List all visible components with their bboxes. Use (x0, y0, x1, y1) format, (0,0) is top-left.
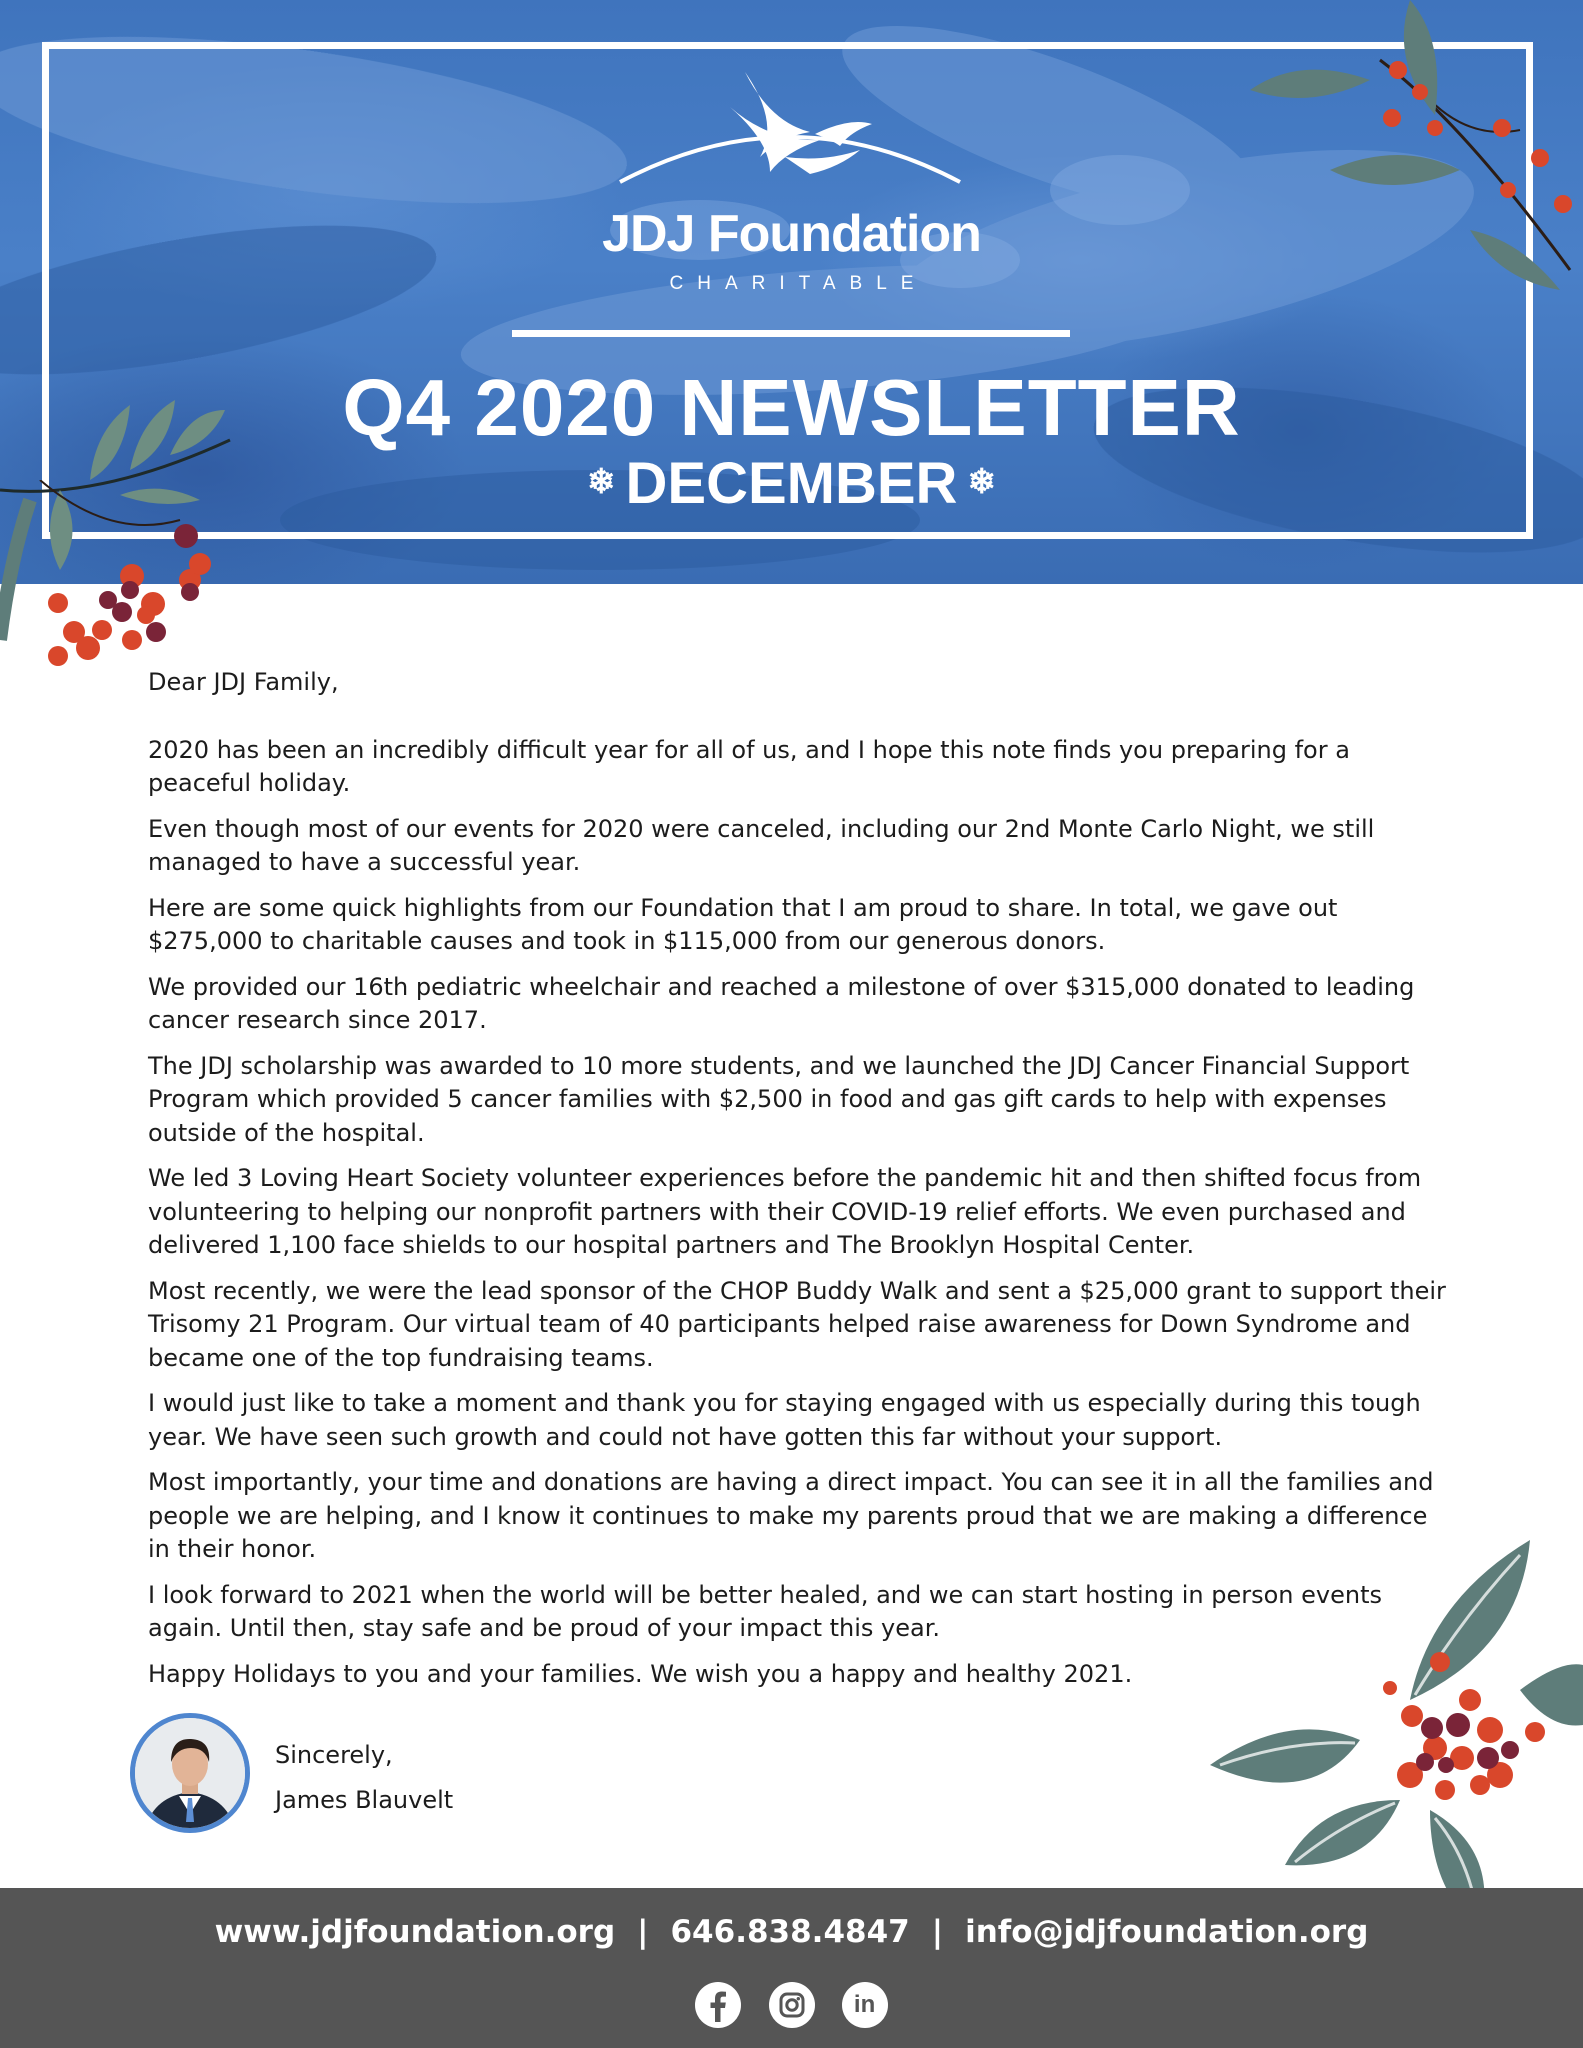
avatar (130, 1713, 250, 1833)
portrait-icon (135, 1718, 245, 1828)
letter-paragraph: Happy Holidays to you and your families. We wish you a happy and healthy 2021. (148, 1659, 1133, 1688)
phone-number[interactable]: 646.838.4847 (670, 1914, 910, 1950)
letter-paragraph: Most recently, we were the lead sponsor of the CHOP Buddy Walk and sent a $25,000 grant to support their Trisomy 21 Program. Our virtual team of 40 participants helped raise awareness for Down Syndrome and became one of the top fundraising teams. (148, 1276, 1446, 1372)
dove-logo-icon (610, 62, 970, 192)
letter-paragraph: Most importantly, your time and donations are having a direct impact. You can see it in all the families and people we are helping, and I know it continues to make my parents proud that we are making a difference in their honor. (148, 1468, 1434, 1563)
header-divider (512, 330, 1070, 337)
newsletter-header (0, 0, 1583, 584)
separator: | (637, 1914, 649, 1950)
letter-paragraph: We led 3 Loving Heart Society volunteer experiences before the pandemic hit and then shifted focus from volunteering to helping our nonprofit partners with their COVID-19 relief efforts. We even purchased and delivered 1,100 face shields to our hospital partners and The Brooklyn Hospital Center. (148, 1164, 1422, 1259)
letter-paragraph: I would just like to take a moment and thank you for staying engaged with us especially during this tough year. We have seen such growth and could not have gotten this far without your support. (148, 1389, 1421, 1451)
email-link[interactable]: info@jdjfoundation.org (965, 1914, 1369, 1950)
linkedin-glyph: in (853, 1991, 876, 2018)
newsletter-title: Q4 2020 NEWSLETTER (342, 363, 1241, 452)
org-subtitle: CHARITABLE (669, 273, 928, 294)
contact-line (0, 1914, 1583, 1950)
holly-cluster-icon (1200, 1540, 1583, 1930)
letter-greeting: Dear JDJ Family, (148, 668, 339, 696)
snowflake-icon: ❄ (967, 463, 996, 501)
linkedin-icon[interactable] (842, 1982, 888, 2028)
facebook-icon[interactable] (695, 1982, 741, 2028)
org-name: JDJ Foundation (602, 205, 981, 263)
holly-branch-icon (1230, 0, 1583, 300)
letter-paragraph: I look forward to 2021 when the world will be better healed, and we can start hosting in person events again. Until then, stay safe and be proud of your impact this year. (148, 1580, 1382, 1642)
separator: | (931, 1914, 944, 1950)
instagram-icon[interactable] (769, 1982, 815, 2028)
snowflake-icon: ❄ (587, 463, 616, 501)
newsletter-footer (0, 1888, 1583, 2048)
month-label: DECEMBER (625, 451, 958, 516)
berry-cluster-icon (0, 480, 230, 680)
closing-text: Sincerely, (275, 1741, 393, 1769)
letter-paragraph: We provided our 16th pediatric wheelchair and reached a milestone of over $315,000 donated to leading cancer research since 2017. (148, 972, 1415, 1034)
signature-name: James Blauvelt (275, 1786, 454, 1814)
letter-paragraph: Here are some quick highlights from our Foundation that I am proud to share. In total, we gave out $275,000 to charitable causes and took in $115,000 from our generous donors. (148, 893, 1338, 955)
letter-paragraph: The JDJ scholarship was awarded to 10 more students, and we launched the JDJ Cancer Financial Support Program which provided 5 cancer families with $2,500 in food and gas gift cards to help with expenses outside of the hospital. (148, 1051, 1410, 1147)
letter-paragraph: 2020 has been an incredibly difficult year for all of us, and I hope this note finds you preparing for a peaceful holiday. (148, 735, 1350, 797)
letter-paragraph: Even though most of our events for 2020 were canceled, including our 2nd Monte Carlo Night, we still managed to have a successful year. (148, 814, 1375, 876)
social-links (0, 1982, 1583, 2028)
website-link[interactable]: www.jdjfoundation.org (214, 1914, 616, 1950)
